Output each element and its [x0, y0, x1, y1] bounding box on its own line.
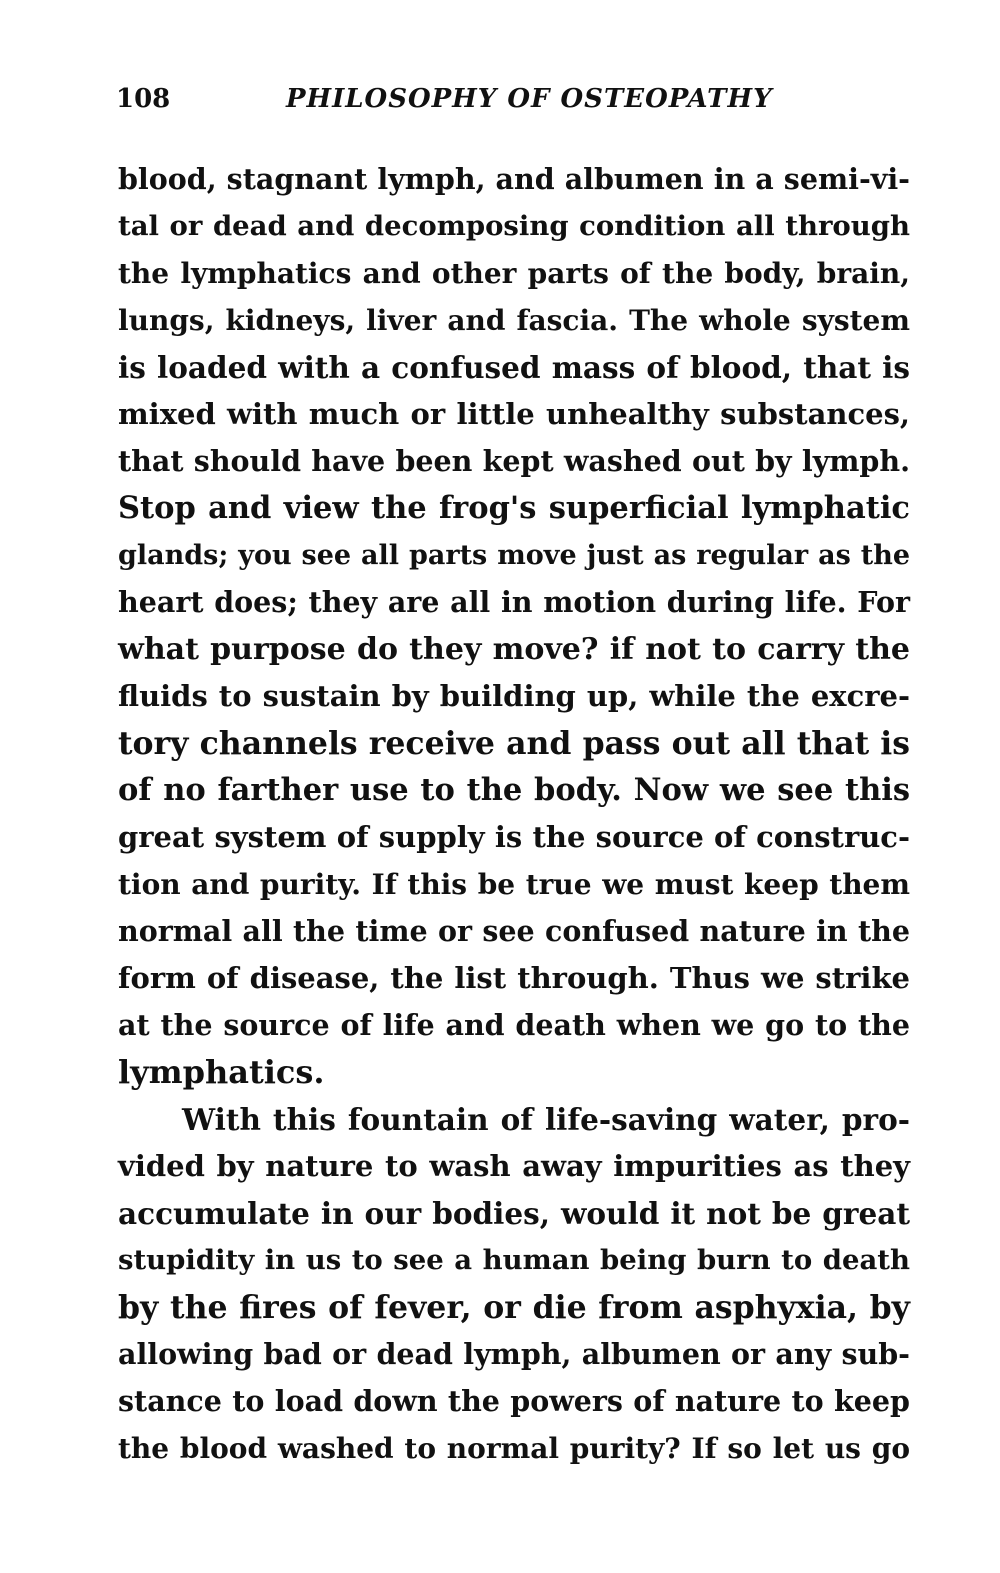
text-line: normal all the time or see confused nature in the [118, 914, 910, 948]
running-title: PHILOSOPHY OF OSTEOPATHY [286, 84, 773, 114]
text-line: lymphatics. [118, 1053, 325, 1091]
text-line: is loaded with a confused mass of blood, that is [118, 350, 910, 385]
text-line: lungs, kidneys, liver and fascia. The whole system [118, 304, 910, 337]
page-number: 108 [116, 84, 171, 114]
text-line: heart does; they are all in motion during life. For [118, 585, 910, 619]
text-line: the lymphatics and other parts of the body, brain, [118, 257, 910, 290]
text-line: mixed with much or little unhealthy substances, [118, 397, 910, 431]
text-line: the blood washed to normal purity? If so let us go [118, 1432, 910, 1465]
text-line: that should have been kept washed out by lymph. [118, 444, 910, 478]
body-text [118, 156, 910, 1472]
text-line: great system of supply is the source of construc- [118, 820, 910, 854]
text-line: of no farther use to the body. Now we see this [118, 772, 910, 808]
text-line: form of disease, the list through. Thus we strike [118, 961, 910, 995]
paragraph-2 [118, 1096, 910, 1472]
paragraph-1 [118, 156, 910, 1096]
text-line: what purpose do they move? if not to carry the [118, 632, 910, 667]
text-line: With this fountain of life-saving water, pro- [182, 1102, 910, 1137]
text-line: glands; you see all parts move just as regular as the [118, 540, 910, 571]
text-line: blood, stagnant lymph, and albumen in a semi-vi- [118, 162, 910, 196]
text-line: at the source of life and death when we go to the [118, 1008, 910, 1042]
text-line: accumulate in our bodies, would it not be great [118, 1196, 910, 1231]
text-line: stance to load down the powers of nature to keep [118, 1384, 910, 1418]
text-line: Stop and view the frog's superficial lymphatic [118, 490, 910, 526]
running-head [116, 84, 916, 124]
text-line: tal or dead and decomposing condition all through [118, 210, 910, 242]
text-line: tory channels receive and pass out all that is [118, 725, 910, 762]
text-line: fluids to sustain by building up, while the excre- [118, 679, 910, 713]
text-line: tion and purity. If this be true we must keep them [118, 868, 910, 901]
text-line: vided by nature to wash away impurities as they [118, 1149, 910, 1183]
text-line: by the fires of fever, or die from asphyxia, by [118, 1289, 910, 1326]
text-line: allowing bad or dead lymph, albumen or any sub- [118, 1337, 910, 1371]
text-line: stupidity in us to see a human being burn to death [118, 1244, 910, 1276]
